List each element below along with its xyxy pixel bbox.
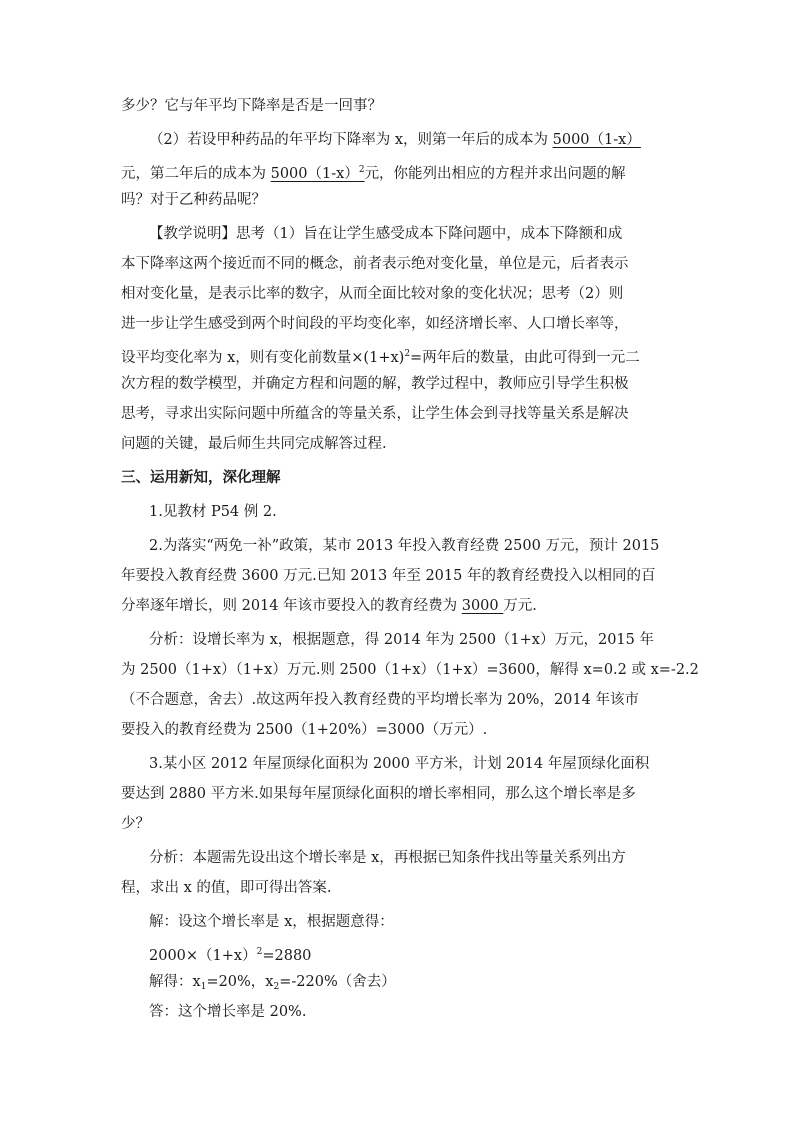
paragraph-line [121,344,640,364]
text: 设平均变化率为 x，则有变化前数量×(1+x) [121,350,405,366]
teaching-note-line: 【教学说明】思考（1）旨在让学生感受成本下降问题中，成本下降额和成 [149,226,623,242]
paragraph-line: 相对变化量，是表示比率的数字，从而全面比较对象的变化状况；思考（2）则 [121,286,624,302]
answer-blank: 5000（1-x） [552,132,641,148]
text: （2）若设甲种药品的年平均下降率为 x，则第一年后的成本为 [149,132,553,148]
text: 2000×（1+x） [149,948,257,964]
text: =2880 [262,948,312,964]
subscript: 2 [273,982,280,992]
paragraph-line: 为 2500（1+x）（1+x）万元.则 2500（1+x）（1+x）=3600，解得 x=0.2 或 x=-2.2 [121,662,699,678]
paragraph-line: 少？ [121,816,150,832]
paragraph-line: 多少？它与年平均下降率是否是一回事？ [121,98,382,114]
superscript: 2 [358,165,365,175]
equation-line [149,942,311,962]
example-item-2: 2.为落实“两免一补”政策，某市 2013 年投入教育经费 2500 万元，预计 2015 [149,538,660,554]
text: 万元. [503,598,537,614]
analysis-line: 分析：本题需先设出这个增长率是 x，再根据已知条件找出等量关系列出方 [149,850,626,866]
answer-text: 5000（1-x） [270,166,359,182]
answer-blank [271,166,365,182]
example-item-3: 3.某小区 2012 年屋顶绿化面积为 2000 平方米，计划 2014 年屋顶绿化面积 [149,756,650,772]
answer-line: 答：这个增长率是 20%. [149,1004,307,1020]
answer-blank: 3000 [461,598,504,614]
paragraph-line: 本下降率这两个接近而不同的概念，前者表示绝对变化量，单位是元，后者表示 [121,256,629,272]
text: =-220%（舍去） [279,974,396,990]
superscript: 2 [256,947,263,957]
paragraph-line: 程，求出 x 的值，即可得出答案. [121,880,332,896]
text: 分率逐年增长，则 2014 年该市要投入的教育经费为 [121,598,462,614]
paragraph-line: 思考，寻求出实际问题中所蕴含的等量关系，让学生体会到寻找等量关系是解决 [121,406,629,422]
subscript: 1 [200,982,207,992]
text: =两年后的数量，由此可得到一元二 [410,350,640,366]
paragraph-line: 进一步让学生感受到两个时间段的平均变化率，如经济增长率、人口增长率等， [121,316,629,332]
paragraph-line: 要达到 2880 平方米.如果每年屋顶绿化面积的增长率相同，那么这个增长率是多 [121,786,636,802]
question-2-line [149,130,641,150]
paragraph-line: 吗？对于乙种药品呢？ [121,192,266,208]
text: 元，你能列出相应的方程并求出问题的解 [364,166,626,182]
analysis-line: 分析：设增长率为 x，根据题意，得 2014 年为 2500（1+x）万元，2015 年 [149,632,654,648]
paragraph-line: （不合题意，舍去）.故这两年投入教育经费的平均增长率为 20%，2014 年该市 [121,692,639,708]
paragraph-line: 问题的关键，最后师生共同完成解答过程. [121,436,387,452]
paragraph-line: 要投入的教育经费为 2500（1+20%）=3000（万元）. [121,722,488,738]
superscript: 2 [404,349,411,359]
solution-line: 解：设这个增长率是 x，根据题意得： [149,914,394,930]
example-item-1: 1.见教材 P54 例 2. [149,504,277,520]
result-line [149,972,396,992]
paragraph-line [121,596,537,616]
text: =20%，x [206,974,274,990]
section-heading: 三、运用新知，深化理解 [121,469,281,486]
text: 解得：x [149,974,201,990]
text: 元，第二年后的成本为 [121,166,271,182]
paragraph-line: 年要投入教育经费 3600 万元.已知 2013 年至 2015 年的教育经费投入以相同的百 [121,568,656,584]
paragraph-line: 次方程的数学模型，并确定方程和问题的解，教学过程中，教师应引导学生积极 [121,376,629,392]
paragraph-line [121,160,626,180]
